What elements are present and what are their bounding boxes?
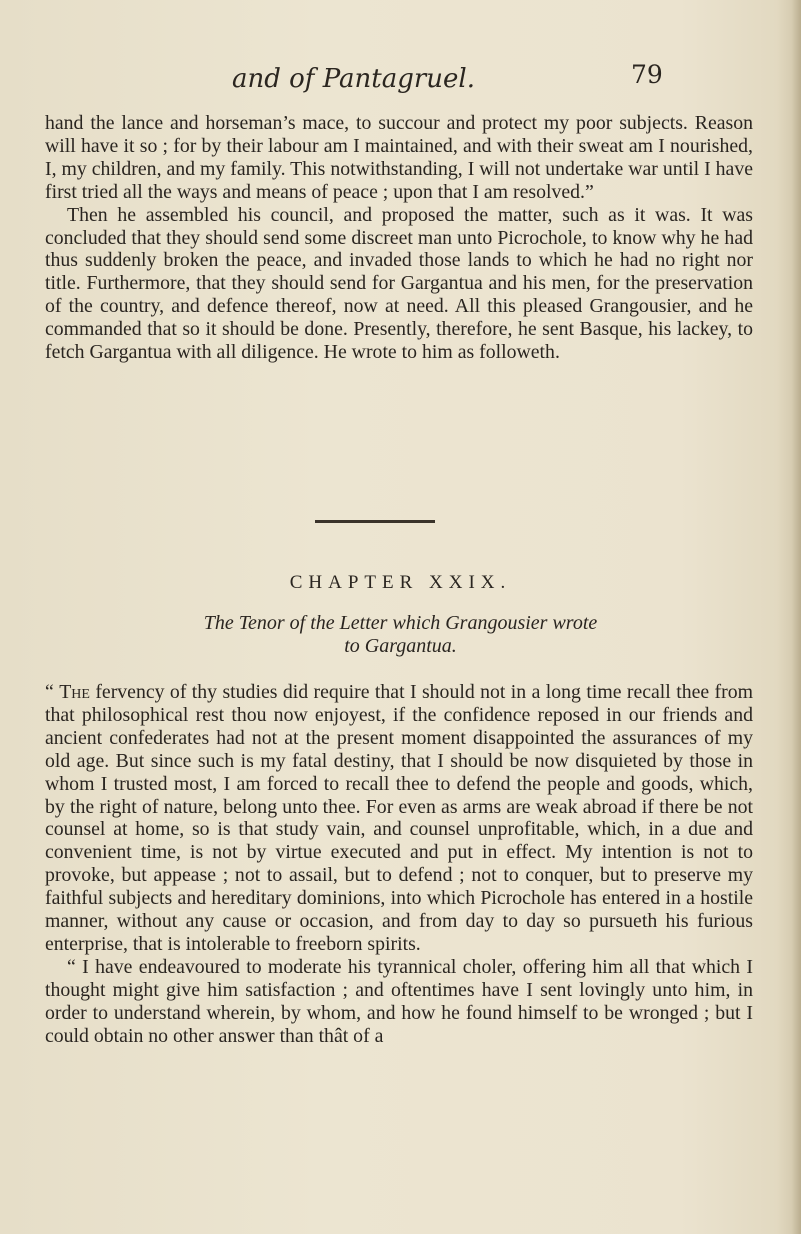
running-title: and of Pantagruel. [232, 64, 476, 94]
paragraph [45, 681, 753, 956]
chapter-title-line: to Gargantua. [344, 635, 457, 657]
running-head [0, 58, 801, 98]
paragraph: Then he assembled his council, and proposed the matter, such as it was. It was concluded that they should send some discreet man unto Picrochole, to know why he had thus suddenly broken the peace, and invaded those lands to which he had no right nor title. Furthermore, that they should send for Gargantua and his men, for the preservation of the country, and defence thereof, now at need. All this pleased Grangousier, and he commanded that so it should be done. Presently, therefore, he sent Basque, his lackey, to fetch Gargantua with all diligence. He wrote to him as followeth. [45, 203, 753, 364]
chapter-body [45, 681, 753, 1048]
opening-word: The [59, 681, 90, 703]
opening-quote: “ [45, 681, 60, 703]
text-block-before-chapter [45, 112, 753, 364]
paragraph-text: fervency of thy studies did require that I should not in a long time recall thee from that philosophical rest thou now enjoyest, if the confidence reposed in our friends and ancient confederates had not at the present moment disappointed the assurances of my old age. But since such is my fatal destiny, that I should be now disquieted by those in whom I trusted most, I am forced to recall thee to defend the people and goods, which, by the right of nature, belong unto thee. For even as arms are weak abroad if there be not counsel at home, so is that study vain, and counsel unprofitable, which, in a due and convenient time, is not by virtue executed and put in effect. My intention is not to provoke, but appease ; not to assail, but to defend ; not to conquer, but to preserve my faithful subjects and hereditary dominions, into which Picrochole has entered in a hostile manner, without any cause or occasion, and from day to day so pursueth his furious enterprise, that is intolerable to freeborn spirits. [45, 681, 753, 955]
chapter-title [0, 612, 801, 658]
section-divider-rule [315, 520, 435, 523]
chapter-heading: CHAPTER XXIX. [289, 572, 512, 593]
paragraph: “ I have endeavoured to moderate his tyrannical choler, offering him all that which I thought might give him satisfaction ; and oftentimes have I sent lovingly unto him, in order to understand wherein, by whom, and how he found himself to be wronged ; but I could obtain no other answer than thât of a [45, 955, 753, 1047]
page-number: 79 [631, 60, 663, 89]
paragraph: hand the lance and horseman’s mace, to succour and protect my poor subjects. Reason will have it so ; for by their labour am I maintained, and with their sweat am I nourished, I, my children, and my family. This notwithstanding, I will not undertake war until I have first tried all the ways and means of peace ; upon that I am resolved.” [45, 112, 753, 203]
chapter-title-line: The Tenor of the Letter which Grangousier wrote [203, 612, 598, 634]
